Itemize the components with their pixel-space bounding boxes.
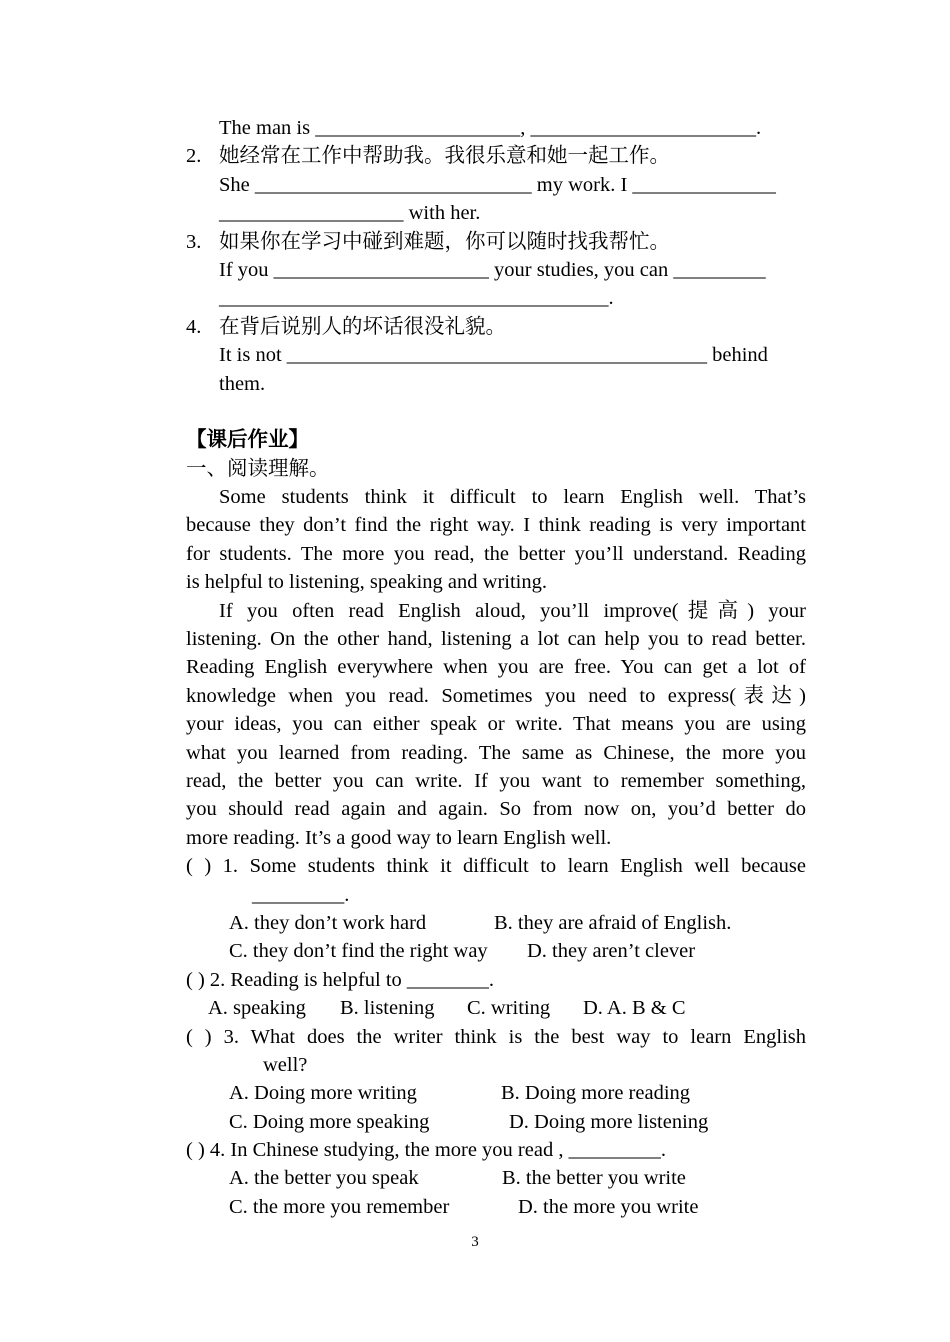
option-a: A. they don’t work hard	[229, 911, 427, 934]
item1-answer-line: The man is ____________________, ______________________.	[219, 117, 762, 139]
passage-line: Some students think it difficult to learn English well. That’s	[219, 486, 806, 509]
item3-en1: If you _____________________ your studies, you can _________	[219, 258, 766, 281]
question-3-options-ab	[186, 1079, 806, 1107]
item2-en1: She ___________________________ my work. I ______________	[219, 173, 776, 196]
passage-line: listening. On the other hand, listening a lot can help you to read better.	[186, 628, 806, 651]
item4-en2: them.	[219, 372, 266, 395]
question-4-options-cd	[186, 1193, 806, 1221]
option-c: C. they don’t find the right way	[229, 940, 488, 963]
option-c: C. writing	[467, 997, 551, 1020]
item4-cn	[186, 313, 806, 341]
question-4: ( ) 4. In Chinese studying, the more you read , _________.	[186, 1139, 666, 1162]
option-d: D. they aren’t clever	[527, 940, 696, 963]
page-number: 3	[471, 1234, 479, 1250]
item2-en2: __________________ with her.	[219, 202, 481, 225]
question-3-cont: well?	[263, 1053, 308, 1076]
option-d: D. A. B & C	[583, 997, 686, 1020]
item2-cn	[186, 142, 806, 170]
passage-paragraph-2	[186, 597, 806, 853]
item2-chinese: 她经常在工作中帮助我。我很乐意和她一起工作。	[219, 145, 670, 168]
section-title: 一、阅读理解。	[186, 457, 330, 480]
question-2-options	[186, 994, 806, 1022]
option-a: A. Doing more writing	[229, 1082, 417, 1105]
option-b: B. listening	[340, 997, 435, 1020]
passage-line: knowledge when you read. Sometimes you need to express(表达)	[186, 684, 806, 707]
item3-chinese: 如果你在学习中碰到难题，你可以随时找我帮忙。	[219, 230, 670, 253]
option-b: B. the better you write	[502, 1167, 686, 1190]
spacer	[186, 398, 806, 426]
passage-paragraph-1	[186, 483, 806, 597]
passage-line: Reading English everywhere when you are free. You can get a lot of	[186, 656, 806, 679]
option-a: A. the better you speak	[229, 1167, 419, 1190]
passage-line: is helpful to listening, speaking and writing.	[186, 571, 547, 594]
option-b: B. Doing more reading	[501, 1082, 691, 1105]
passage-line: more reading. It’s a good way to learn English well.	[186, 826, 612, 849]
option-c: C. Doing more speaking	[229, 1110, 430, 1133]
passage-line: If you often read English aloud, you’ll improve(提高) your	[219, 599, 806, 622]
item4-chinese: 在背后说别人的坏话很没礼貌。	[219, 315, 506, 338]
item4-number: 4.	[186, 315, 202, 338]
passage-line: because they don’t find the right way. I think reading is very important	[186, 514, 806, 537]
question-3: ( ) 3. What does the writer think is the best way to learn English	[186, 1025, 806, 1048]
passage-line: your ideas, you can either speak or write. That means you are using	[186, 713, 806, 736]
passage-line: you should read again and again. So from now on, you’d better do	[186, 798, 806, 821]
passage-line: read, the better you can write. If you want to remember something,	[186, 769, 806, 792]
item2-number: 2.	[186, 145, 202, 168]
question-4-options-ab	[186, 1164, 806, 1192]
question-3-options-cd	[186, 1108, 806, 1136]
question-1-blank: _________.	[252, 883, 350, 906]
question-1-options-cd	[186, 937, 806, 965]
homework-title: 【课后作业】	[186, 429, 309, 452]
question-2: ( ) 2. Reading is helpful to ________.	[186, 968, 495, 991]
option-b: B. they are afraid of English.	[494, 911, 732, 934]
option-d: D. Doing more listening	[509, 1110, 709, 1133]
question-1-options-ab	[186, 909, 806, 937]
document-page	[186, 114, 806, 1221]
item4-en1: It is not _________________________________________ behind	[219, 344, 768, 367]
item3-cn	[186, 228, 806, 256]
passage-line: for students. The more you read, the better you’ll understand. Reading	[186, 542, 806, 565]
option-a: A. speaking	[208, 997, 306, 1020]
item3-en2: ______________________________________.	[219, 287, 614, 310]
item3-number: 3.	[186, 230, 202, 253]
question-1: ( ) 1. Some students think it difficult to learn English well because	[186, 855, 806, 878]
option-c: C. the more you remember	[229, 1195, 450, 1218]
passage-line: what you learned from reading. The same as Chinese, the more you	[186, 741, 806, 764]
option-d: D. the more you write	[518, 1195, 699, 1218]
